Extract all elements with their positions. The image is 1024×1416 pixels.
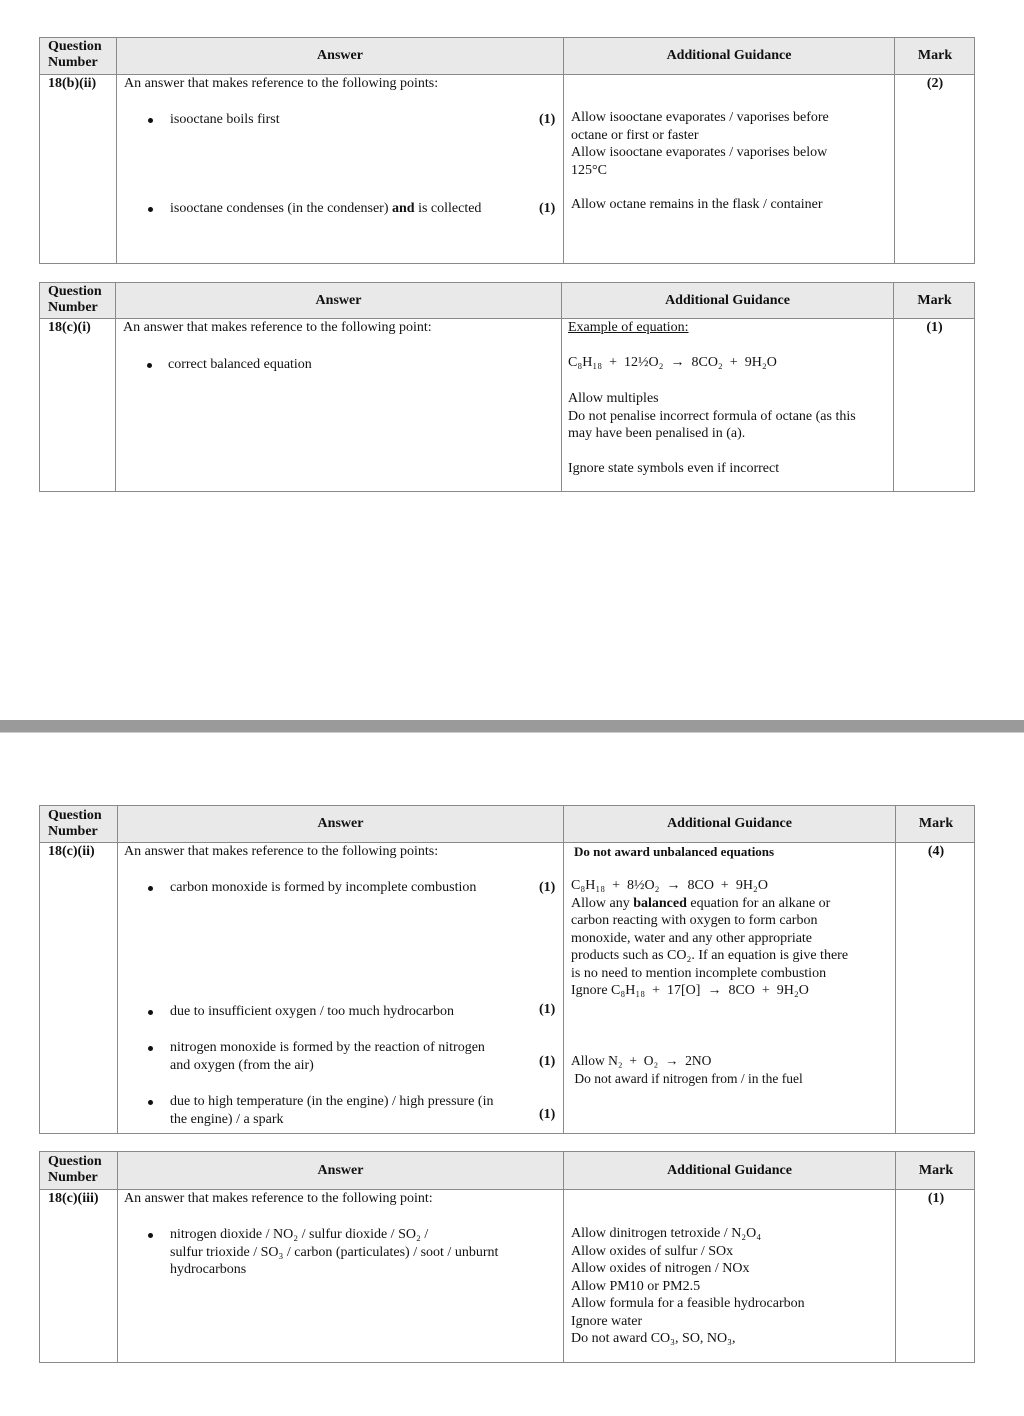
- header-answer: Answer: [315, 293, 362, 308]
- guidance-text: [571, 877, 848, 1000]
- header-guidance: Additional Guidance: [667, 816, 792, 831]
- column-divider: [894, 38, 895, 263]
- answer-intro: An answer that makes reference to the following point:: [123, 320, 432, 335]
- text-line: sulfur trioxide / SO₃ / carbon (particulates) / soot / unburnt: [170, 1244, 499, 1260]
- text-line: and oxygen (from the air): [170, 1057, 314, 1073]
- text-line: Ignore C₈H₁₈ + 17[O] → 8CO + 9H₂O: [571, 983, 809, 998]
- answer-point: due to insufficient oxygen / too much hydrocarbon: [170, 1004, 454, 1019]
- guidance-heading: Example of equation:: [568, 320, 689, 335]
- column-divider: [116, 38, 117, 263]
- guidance-text: [571, 1052, 803, 1087]
- equation: C₈H₁₈ + 12½O₂ → 8CO₂ + 9H₂O: [568, 355, 777, 370]
- header-question-number: [48, 39, 102, 71]
- column-divider: [895, 1152, 896, 1362]
- table-18b-ii: [39, 37, 975, 264]
- guidance-text: [568, 390, 856, 443]
- answer-point: [170, 1226, 498, 1279]
- text-line: Question: [48, 1154, 102, 1169]
- text-line: Allow isooctane evaporates / vaporises below: [571, 145, 828, 160]
- text-line: Number: [48, 300, 98, 315]
- question-number: 18(b)(ii): [48, 76, 97, 91]
- point-mark: (1): [539, 201, 556, 216]
- text-line: carbon reacting with oxygen to form carbon: [571, 913, 818, 928]
- text-line: C₈H₁₈ + 8½O₂ → 8CO + 9H₂O: [571, 878, 768, 893]
- column-divider: [561, 283, 562, 491]
- answer-point: [170, 200, 481, 218]
- text-line: Do not award CO₃, SO, NO₃,: [571, 1331, 736, 1346]
- point-mark: (1): [539, 880, 556, 895]
- total-mark: (1): [926, 320, 943, 335]
- text-line: hydrocarbons: [170, 1262, 247, 1277]
- column-divider: [117, 806, 118, 1133]
- question-number: 18(c)(iii): [48, 1191, 99, 1206]
- text-line: Allow formula for a feasible hydrocarbon: [571, 1296, 805, 1311]
- answer-point: [170, 1093, 493, 1128]
- text-line: Do not award if nitrogen from / in the fuel: [571, 1070, 803, 1086]
- text-line: is no need to mention incomplete combustion: [571, 965, 827, 981]
- column-divider: [115, 283, 116, 491]
- text-line: Allow oxides of sulfur / SOx: [571, 1243, 734, 1259]
- bullet-icon: [148, 1046, 153, 1051]
- text-line: balanced: [633, 895, 687, 911]
- header-mark: Mark: [918, 816, 954, 831]
- column-divider: [563, 38, 564, 263]
- page-separator-edge: [0, 732, 1024, 733]
- header-answer: Answer: [317, 816, 364, 831]
- text-line: Allow PM10 or PM2.5: [571, 1278, 701, 1294]
- bullet-icon: [148, 1010, 153, 1015]
- text-line: nitrogen dioxide / NO₂ / sulfur dioxide / SO₂ /: [170, 1227, 429, 1242]
- answer-point: carbon monoxide is formed by incomplete combustion: [170, 880, 477, 895]
- text-line: Number: [48, 1170, 98, 1185]
- header-guidance: Additional Guidance: [667, 1163, 792, 1178]
- header-guidance: Additional Guidance: [666, 48, 792, 63]
- header-question-number: [48, 284, 102, 316]
- text-line: Allow oxides of nitrogen / NOx: [571, 1261, 750, 1276]
- header-question-number: [48, 808, 102, 840]
- bullet-icon: [148, 886, 153, 891]
- answer-intro: An answer that makes reference to the following points:: [124, 844, 439, 859]
- table-18c-ii: [39, 805, 975, 1134]
- text-line: Question: [48, 39, 102, 54]
- header-guidance: Additional Guidance: [665, 293, 790, 308]
- answer-intro: An answer that makes reference to the following points:: [124, 76, 439, 91]
- question-number: 18(c)(ii): [48, 844, 95, 859]
- guidance-heading: Do not award unbalanced equations: [574, 844, 775, 859]
- header-mark: Mark: [917, 293, 952, 308]
- text-line: Question: [48, 284, 102, 299]
- guidance-text: Ignore state symbols even if incorrect: [568, 461, 780, 476]
- text-line: Allow isooctane evaporates / vaporises before: [571, 110, 829, 125]
- text-line: monoxide, water and any other appropriate: [571, 930, 813, 946]
- text-line: and: [391, 201, 415, 216]
- bullet-icon: [148, 1233, 153, 1238]
- text-line: may have been penalised in (a).: [568, 426, 746, 441]
- text-line: Allow any: [571, 895, 634, 911]
- text-line: due to high temperature (in the engine) / high pressure (in: [170, 1094, 494, 1109]
- bullet-icon: [148, 1100, 153, 1105]
- text-line: Do not penalise incorrect formula of octane (as this: [568, 408, 856, 424]
- column-divider: [117, 1152, 118, 1362]
- total-mark: (4): [927, 844, 945, 859]
- bullet-icon: [147, 363, 152, 368]
- text-line: products such as CO₂. If an equation is give there: [571, 948, 849, 963]
- answer-intro: An answer that makes reference to the following point:: [124, 1191, 433, 1206]
- header-question-number: [48, 1154, 102, 1186]
- guidance-text: [571, 1225, 805, 1348]
- text-line: equation for an alkane or: [686, 895, 831, 911]
- point-mark: (1): [539, 1107, 556, 1122]
- bullet-icon: [148, 207, 153, 212]
- point-mark: (1): [539, 112, 556, 127]
- total-mark: (1): [927, 1191, 945, 1206]
- header-answer: Answer: [317, 48, 363, 63]
- column-divider: [563, 1152, 564, 1362]
- text-line: the engine) / a spark: [170, 1111, 284, 1127]
- text-line: nitrogen monoxide is formed by the reaction of nitrogen: [170, 1040, 485, 1055]
- text-line: isooctane condenses (in the condenser): [170, 201, 392, 216]
- column-divider: [563, 806, 564, 1133]
- text-line: is collected: [414, 201, 482, 216]
- text-line: Question: [48, 808, 102, 823]
- header-mark: Mark: [918, 1163, 954, 1178]
- text-line: Allow multiples: [568, 391, 659, 406]
- page-separator: [0, 720, 1024, 732]
- table-18c-iii: [39, 1151, 975, 1363]
- guidance-text: Allow octane remains in the flask / container: [571, 197, 823, 212]
- point-mark: (1): [539, 1054, 556, 1069]
- table-18c-i: [39, 282, 975, 492]
- answer-point: [170, 1039, 485, 1074]
- column-divider: [893, 283, 894, 491]
- question-number: 18(c)(i): [48, 320, 91, 335]
- total-mark: (2): [926, 76, 944, 91]
- text-line: Ignore water: [571, 1313, 643, 1329]
- text-line: 125°C: [571, 162, 607, 178]
- header-mark: Mark: [917, 48, 953, 63]
- text-line: Number: [48, 824, 98, 839]
- guidance-text: [571, 109, 829, 179]
- text-line: octane or first or faster: [571, 127, 699, 143]
- point-mark: (1): [539, 1002, 556, 1017]
- text-line: Allow dinitrogen tetroxide / N₂O₄: [571, 1226, 762, 1241]
- bullet-icon: [148, 118, 153, 123]
- answer-point: correct balanced equation: [168, 357, 312, 372]
- answer-point: isooctane boils first: [170, 112, 280, 127]
- text-line: Allow N₂ + O₂ → 2NO: [571, 1053, 712, 1068]
- text-line: Number: [48, 55, 98, 70]
- header-answer: Answer: [317, 1163, 364, 1178]
